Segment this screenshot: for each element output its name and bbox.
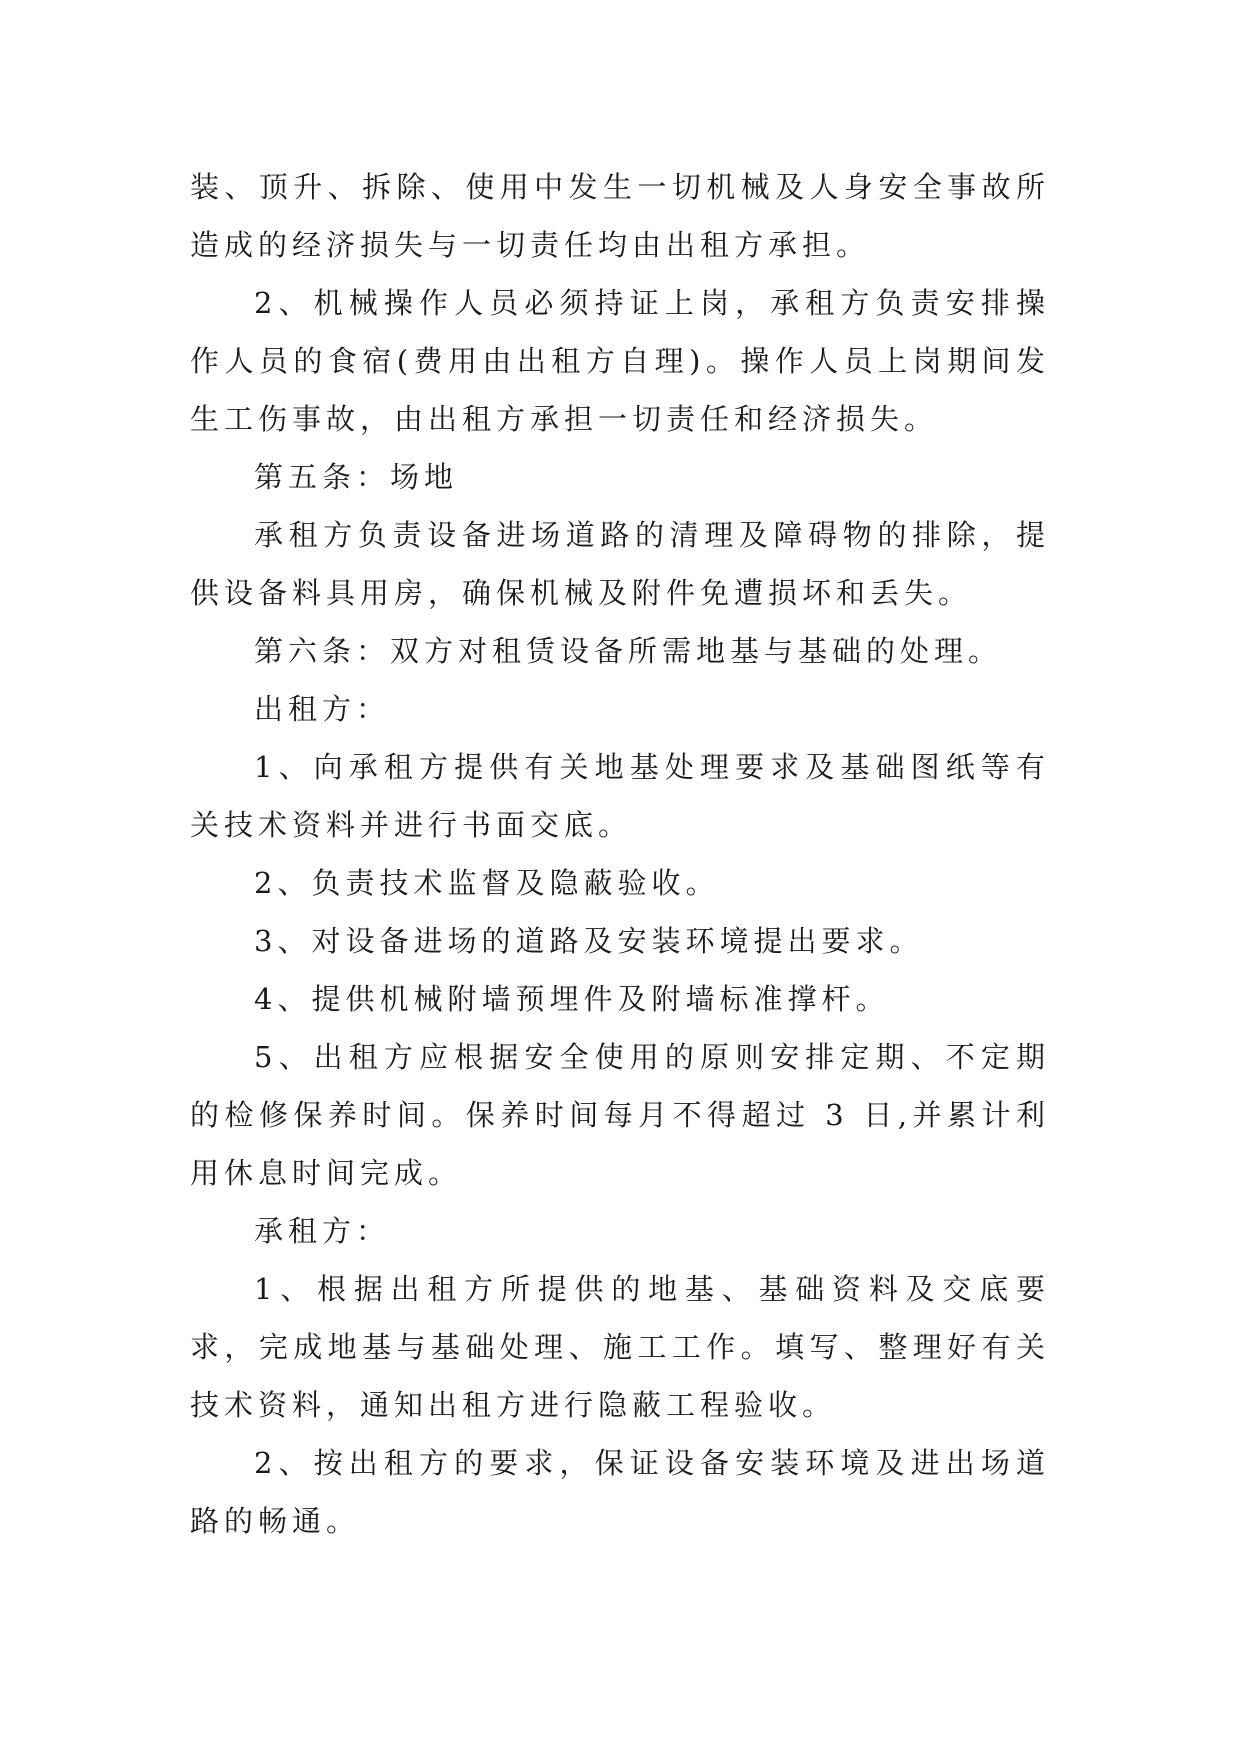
lessor-item-2: 2、负责技术监督及隐蔽验收。 [254, 866, 720, 900]
document-body [190, 158, 1050, 1550]
article-5-heading: 第五条：场地 [254, 460, 459, 494]
lessee-heading: 承租方： [254, 1214, 391, 1248]
lessor-item-1: 1、向承租方提供有关地基处理要求及基础图纸等有关技术资料并进行书面交底。 [190, 750, 1050, 842]
lessee-item-2: 2、按出租方的要求，保证设备安装环境及进出场道路的畅通。 [190, 1446, 1050, 1538]
lessee-item-1: 1、根据出租方所提供的地基、基础资料及交底要求，完成地基与基础处理、施工工作。填写、整理好有关技术资料，通知出租方进行隐蔽工程验收。 [190, 1272, 1050, 1422]
lessor-item-5: 5、出租方应根据安全使用的原则安排定期、不定期的检修保养时间。保养时间每月不得超过 3 日,并累计利用休息时间完成。 [190, 1040, 1050, 1190]
lessor-item-4: 4、提供机械附墙预埋件及附墙标准撑杆。 [254, 982, 890, 1016]
paragraph-site: 承租方负责设备进场道路的清理及障碍物的排除，提供设备料具用房，确保机械及附件免遭损坏和丢失。 [190, 518, 1050, 610]
paragraph-operator-clause: 2、机械操作人员必须持证上岗，承租方负责安排操作人员的食宿(费用由出租方自理)。操作人员上岗期间发生工伤事故，由出租方承担一切责任和经济损失。 [190, 286, 1050, 436]
lessor-heading: 出租方： [254, 692, 391, 726]
article-6-heading: 第六条：双方对租赁设备所需地基与基础的处理。 [254, 634, 1003, 668]
lessor-item-3: 3、对设备进场的道路及安装环境提出要求。 [254, 924, 924, 958]
paragraph-continuation: 装、顶升、拆除、使用中发生一切机械及人身安全事故所造成的经济损失与一切责任均由出租方承担。 [190, 170, 1050, 262]
